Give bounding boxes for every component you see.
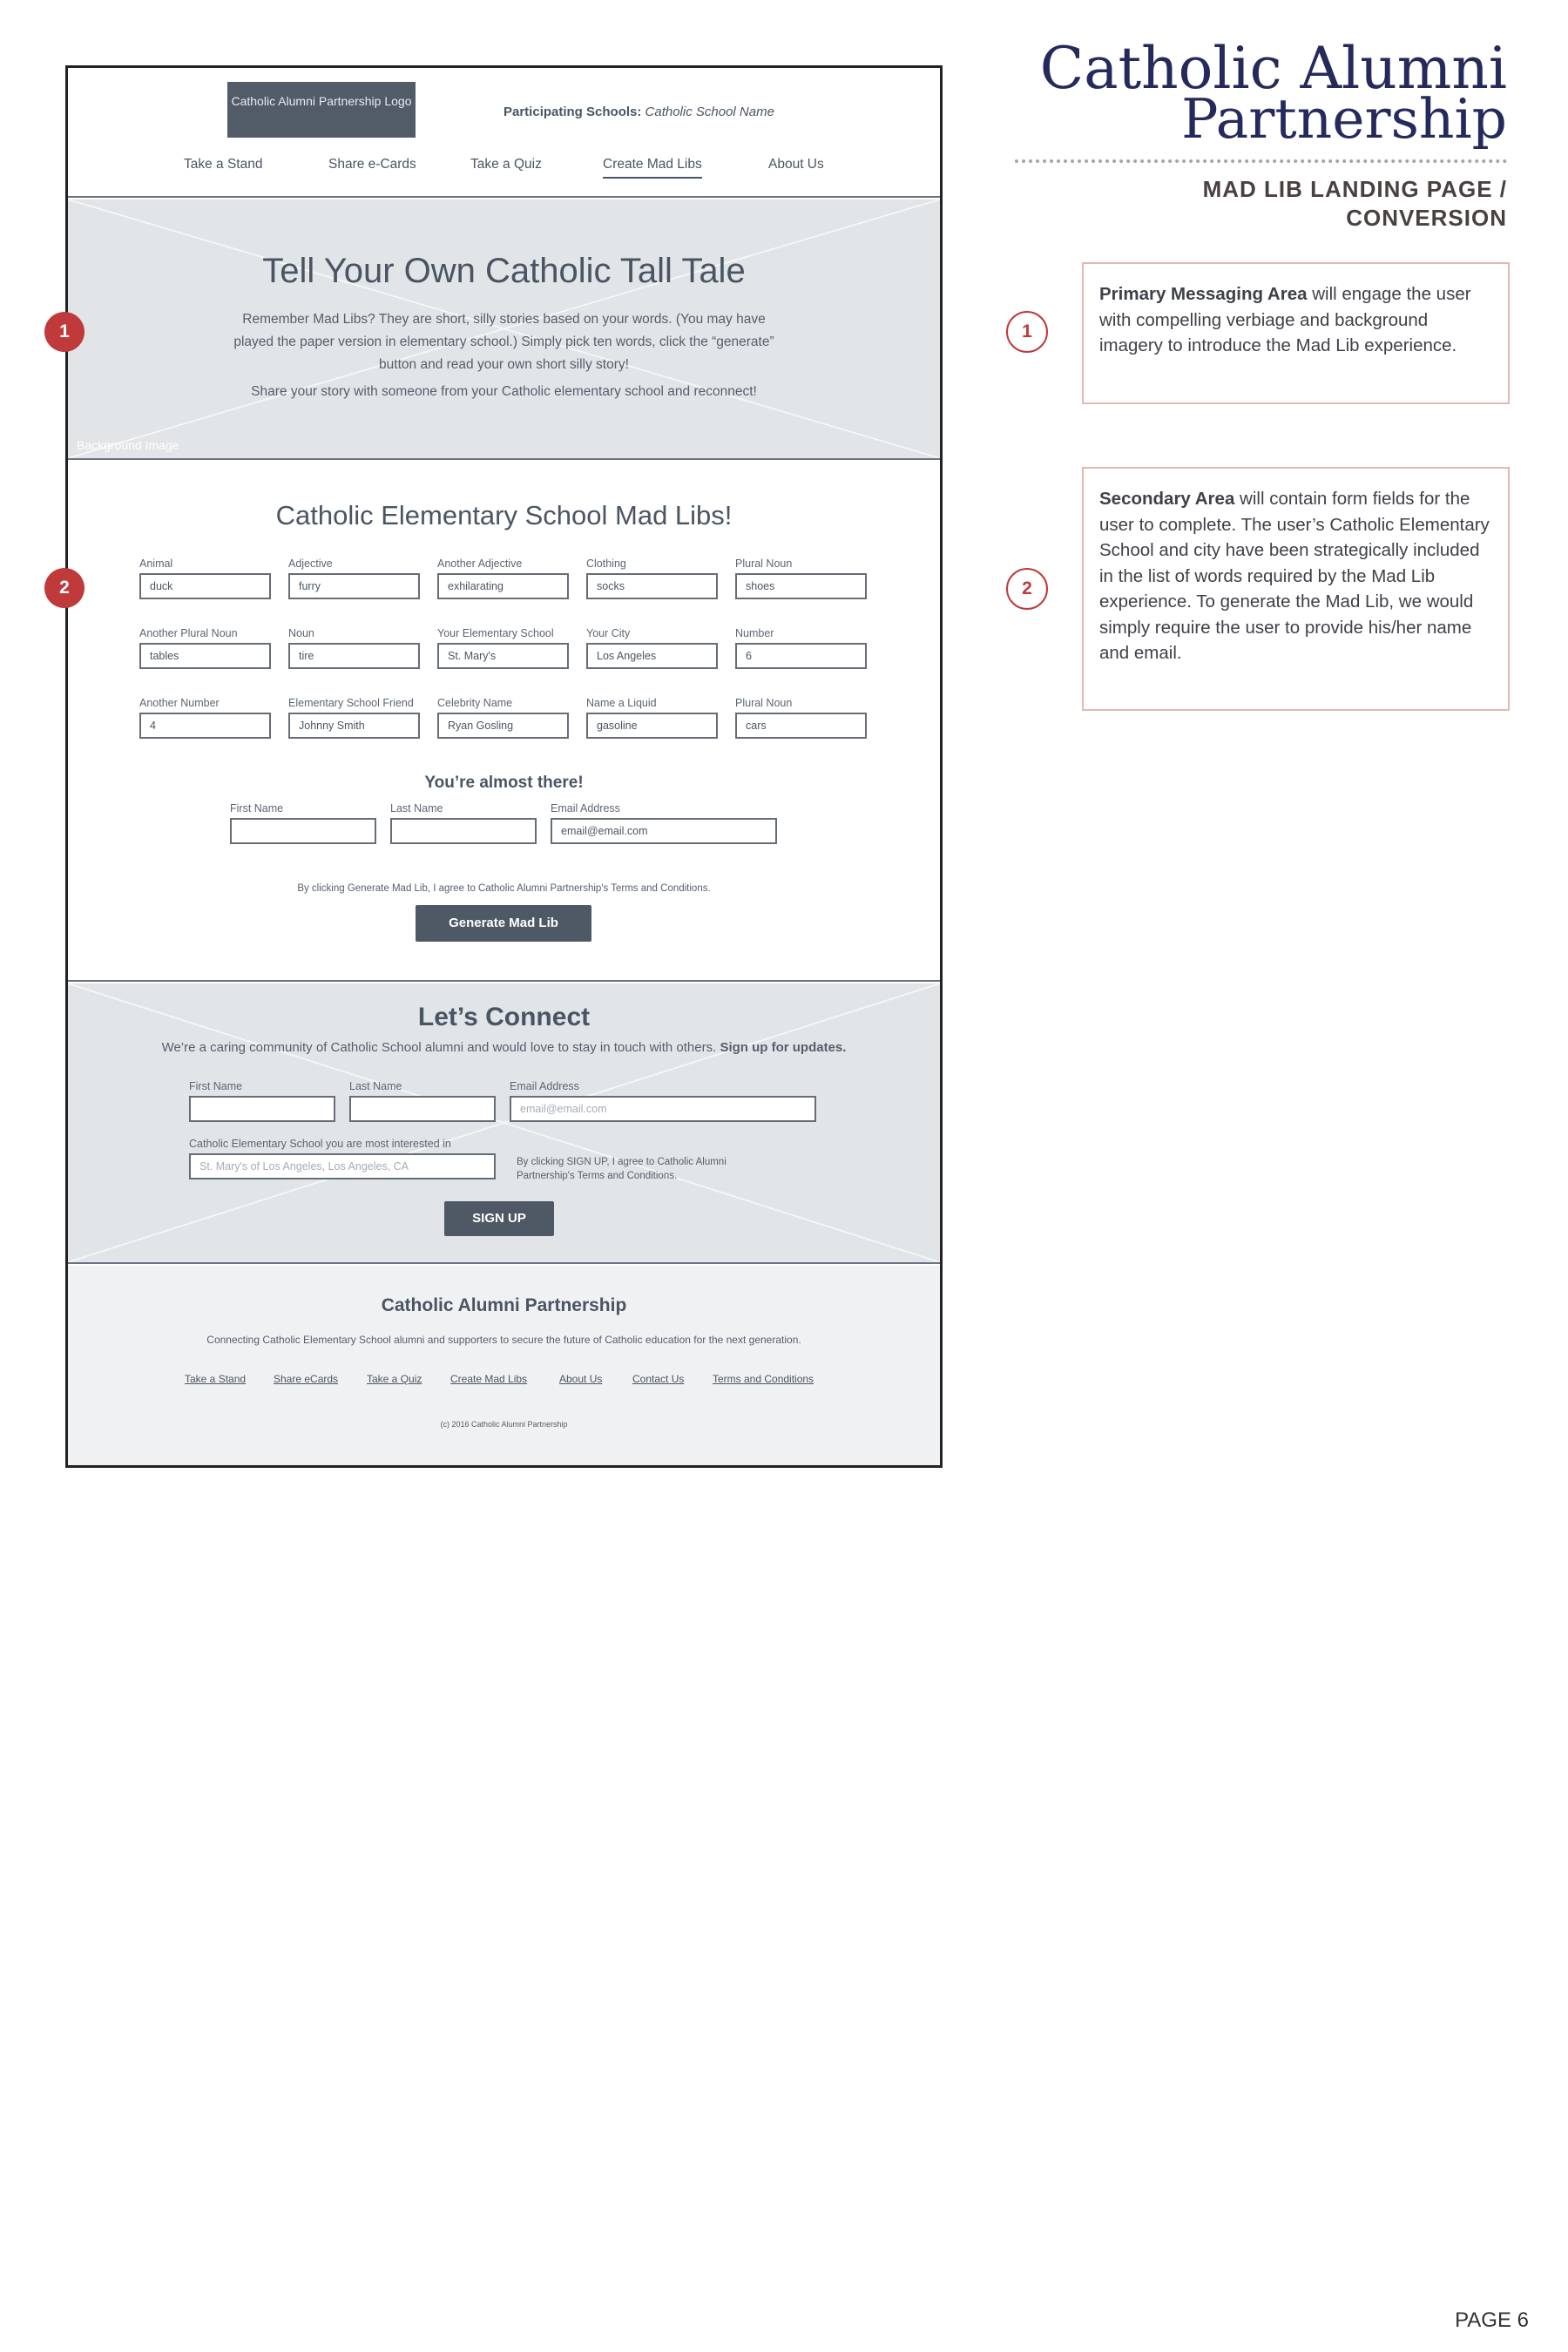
field-label: Your Elementary School <box>437 627 554 639</box>
page-heading <box>1203 175 1507 233</box>
field-adjective <box>288 558 420 599</box>
field-label: Catholic Elementary School you are most interested in <box>189 1138 451 1150</box>
another-adjective-input[interactable]: exhilarating <box>437 573 569 599</box>
footer-link-take-a-stand[interactable]: Take a Stand <box>185 1373 247 1385</box>
nav-share-ecards[interactable]: Share e-Cards <box>328 157 416 172</box>
note-heading: Secondary Area <box>1099 489 1235 509</box>
connect-field-last-name <box>349 1080 496 1122</box>
animal-input[interactable]: duck <box>139 573 271 599</box>
last-name-input[interactable] <box>390 818 537 844</box>
footer-link-about-us[interactable]: About Us <box>559 1373 603 1385</box>
connect-field-email <box>510 1080 816 1122</box>
nav-take-a-stand[interactable]: Take a Stand <box>184 157 263 172</box>
note-text: will contain form fields for the user to complete. The user’s Catholic Elementary School and city have been strategically included in the list of words required by the Mad Lib experience. To generate the Mad Lib, we would simply require the user to provide his/her name and email. <box>1099 489 1490 663</box>
clothing-input[interactable]: socks <box>586 573 718 599</box>
page-number: PAGE 6 <box>1455 2308 1529 2332</box>
schools-value: Catholic School Name <box>645 105 774 119</box>
field-another-adjective <box>437 558 569 599</box>
footer-copyright: (c) 2016 Catholic Alumni Partnership <box>440 1420 568 1429</box>
field-label: Name a Liquid <box>586 697 657 709</box>
almost-there-heading: You’re almost there! <box>424 774 584 792</box>
celebrity-name-input[interactable]: Ryan Gosling <box>437 713 569 739</box>
field-number <box>735 627 867 669</box>
school-friend-input[interactable]: Johnny Smith <box>288 713 420 739</box>
note-heading: Primary Messaging Area <box>1099 284 1308 304</box>
brand-logo-line2: Partnership <box>1181 87 1507 151</box>
field-label: Email Address <box>510 1080 579 1092</box>
liquid-input[interactable]: gasoline <box>586 713 718 739</box>
footer-link-contact-us[interactable]: Contact Us <box>632 1373 685 1385</box>
field-label: First Name <box>189 1080 243 1092</box>
field-label: Last Name <box>349 1080 402 1092</box>
madlib-terms-text: By clicking Generate Mad Lib, I agree to Catholic Alumni Partnership's Terms and Conditions. <box>297 883 711 894</box>
hero-share-line: Share your story with someone from your Catholic elementary school and reconnect! <box>251 384 757 399</box>
hero-intro <box>68 308 940 376</box>
field-city <box>586 627 718 669</box>
connect-terms-text <box>517 1155 778 1183</box>
connect-terms-line: Partnership's Terms and Conditions. <box>517 1171 678 1181</box>
field-another-plural-noun <box>139 627 271 669</box>
field-animal <box>139 558 271 599</box>
field-label: Animal <box>139 558 173 570</box>
schools-label: Participating Schools: <box>504 105 642 119</box>
footer-title: Catholic Alumni Partnership <box>381 1295 627 1315</box>
field-school-friend <box>288 697 420 739</box>
field-label: Email Address <box>551 802 620 814</box>
hero-title: Tell Your Own Catholic Tall Tale <box>262 252 746 290</box>
plural-noun-input[interactable]: shoes <box>735 573 867 599</box>
field-plural-noun <box>735 558 867 599</box>
connect-subtitle-text: We’re a caring community of Catholic School alumni and would love to stay in touch with others. <box>161 1040 717 1055</box>
footer-tagline: Connecting Catholic Elementary School alumni and supporters to secure the future of Catholic education for the next generation. <box>206 1334 801 1346</box>
field-email <box>551 802 777 844</box>
field-label: First Name <box>230 802 284 814</box>
site-footer <box>68 1266 940 1468</box>
note-text: will engage the user with compelling verbiage and background imagery to introduce the Mad Lib experience. <box>1099 284 1471 355</box>
page-heading-line: CONVERSION <box>1346 205 1507 231</box>
field-last-name <box>390 802 537 844</box>
another-number-input[interactable]: 4 <box>139 713 271 739</box>
hero-line: button and read your own short silly story! <box>379 357 629 372</box>
site-header <box>68 68 940 198</box>
footer-link-terms[interactable]: Terms and Conditions <box>713 1373 814 1385</box>
madlib-title: Catholic Elementary School Mad Libs! <box>275 500 733 531</box>
connect-field-first-name <box>189 1080 335 1122</box>
field-label: Elementary School Friend <box>288 697 414 709</box>
connect-field-school <box>189 1138 496 1179</box>
participating-schools <box>504 105 774 119</box>
field-label: Another Number <box>139 697 220 709</box>
hero-section <box>68 199 940 460</box>
footer-link-share-ecards[interactable]: Share eCards <box>274 1373 339 1385</box>
brand-logo-line1: Catholic Alumni <box>1039 35 1507 102</box>
field-label: Another Plural Noun <box>139 627 238 639</box>
footer-link-create-mad-libs[interactable]: Create Mad Libs <box>450 1373 528 1385</box>
generate-mad-lib-button[interactable]: Generate Mad Lib <box>416 905 591 942</box>
city-input[interactable]: Los Angeles <box>586 643 718 669</box>
sign-up-button[interactable]: SIGN UP <box>444 1201 554 1236</box>
noun-input[interactable]: tire <box>288 643 420 669</box>
connect-terms-line: By clicking SIGN UP, I agree to Catholic Alumni <box>517 1157 727 1167</box>
field-plural-noun-2 <box>735 697 867 739</box>
note-marker-1: 1 <box>1006 311 1048 353</box>
nav-create-mad-libs[interactable]: Create Mad Libs <box>603 157 702 179</box>
connect-last-name-input[interactable] <box>349 1096 496 1122</box>
connect-section <box>68 983 940 1264</box>
field-first-name <box>230 802 376 844</box>
number-input[interactable]: 6 <box>735 643 867 669</box>
field-clothing <box>586 558 718 599</box>
field-label: Another Adjective <box>437 558 523 570</box>
connect-email-input[interactable]: email@email.com <box>510 1096 816 1122</box>
adjective-input[interactable]: furry <box>288 573 420 599</box>
email-input[interactable]: email@email.com <box>551 818 777 844</box>
field-label: Adjective <box>288 558 333 570</box>
callout-marker-1: 1 <box>44 312 84 352</box>
logo-text: Catholic Alumni Partnership Logo <box>231 94 412 108</box>
note-secondary-area <box>1082 467 1510 711</box>
field-label: Noun <box>288 627 314 639</box>
field-label: Celebrity Name <box>437 697 513 709</box>
field-liquid <box>586 697 718 739</box>
hero-line: Remember Mad Libs? They are short, silly stories based on your words. (You may have <box>242 312 766 327</box>
first-name-input[interactable] <box>230 818 376 844</box>
nav-about-us[interactable]: About Us <box>768 157 824 172</box>
main-nav <box>68 157 940 178</box>
elementary-school-input[interactable]: St. Mary's <box>437 643 569 669</box>
page-heading-line: MAD LIB LANDING PAGE / <box>1202 176 1507 202</box>
nav-take-a-quiz[interactable]: Take a Quiz <box>470 157 542 172</box>
field-label: Last Name <box>390 802 443 814</box>
background-image-label: Background Image <box>77 438 179 452</box>
callout-marker-2: 2 <box>44 568 84 608</box>
connect-subtitle <box>68 1040 940 1055</box>
connect-school-input[interactable]: St. Mary's of Los Angeles, Los Angeles, CA <box>189 1153 496 1179</box>
note-primary-messaging <box>1082 262 1510 404</box>
field-elementary-school <box>437 627 569 669</box>
dotted-divider <box>1015 159 1507 163</box>
logo-placeholder[interactable] <box>227 82 416 138</box>
hero-line: played the paper version in elementary school.) Simply pick ten words, click the “generate” <box>233 335 774 349</box>
connect-first-name-input[interactable] <box>189 1096 335 1122</box>
footer-link-take-a-quiz[interactable]: Take a Quiz <box>367 1373 422 1385</box>
field-noun <box>288 627 420 669</box>
field-label: Clothing <box>586 558 626 570</box>
wireframe-frame <box>65 65 943 1468</box>
field-label: Plural Noun <box>735 697 793 709</box>
field-another-number <box>139 697 271 739</box>
madlib-section <box>68 462 940 982</box>
another-plural-noun-input[interactable]: tables <box>139 643 271 669</box>
connect-title: Let’s Connect <box>417 1003 591 1031</box>
note-marker-2: 2 <box>1006 568 1048 610</box>
field-label: Number <box>735 627 774 639</box>
field-label: Your City <box>586 627 631 639</box>
field-label: Plural Noun <box>735 558 793 570</box>
field-celebrity-name <box>437 697 569 739</box>
plural-noun-2-input[interactable]: cars <box>735 713 867 739</box>
connect-subtitle-bold: Sign up for updates. <box>720 1040 847 1055</box>
